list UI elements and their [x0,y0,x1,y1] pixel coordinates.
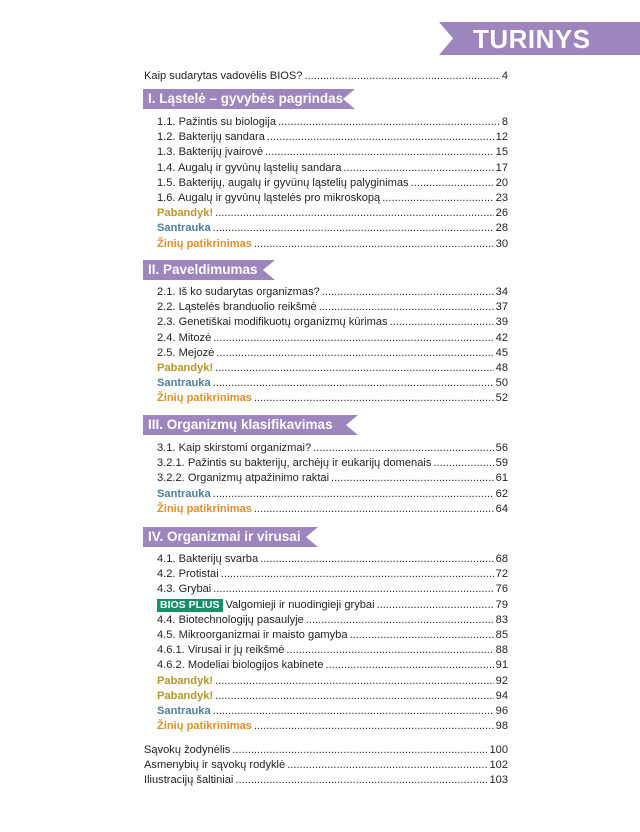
toc-entry-page: 68 [495,553,508,565]
toc-entry-page: 52 [495,392,508,405]
toc-entry-label: Žinių patikrinimas [157,392,252,405]
section-heading-text: III. Organizmų klasifikavimas [148,417,333,432]
toc-entry-page: 26 [495,207,508,220]
toc-entry-label: Santrauka [157,222,211,235]
toc-entry[interactable] [157,613,508,628]
toc-entry-page: 23 [495,192,508,204]
toc-entry-label: 2.4. Mitozė [157,331,212,344]
toc-entry[interactable] [157,145,508,160]
toc-entry[interactable] [157,456,508,471]
toc-entry-page: 92 [495,674,508,687]
toc-entry-page: 8 [501,116,508,128]
toc-entry-page: 48 [495,362,508,374]
toc-entry-label: Santrauka [157,377,211,390]
dot-leader [213,376,494,391]
toc-entry[interactable] [157,191,508,206]
toc-back-matter-entry[interactable] [144,758,508,773]
section-heading [143,260,275,280]
toc-entry[interactable] [157,161,508,176]
dot-leader [433,456,493,471]
dot-leader [215,361,494,376]
toc-entry-label: 1.4. Augalų ir gyvūnų ląstelių sandara [157,161,342,174]
section-heading-text: I. Ląstelė – gyvybės pagrindas [148,91,344,106]
toc-entry[interactable] [157,704,508,719]
dot-leader [319,300,494,315]
dot-leader [213,331,493,346]
toc-entry[interactable] [157,689,508,704]
toc-entry-page: 17 [495,161,508,174]
toc-entry-label: Pabandyk! [157,362,214,374]
toc-entry-label: 4.2. Protistai [157,568,219,581]
toc-entry-page: 45 [495,346,508,359]
toc-entry-page: 85 [495,629,508,641]
toc-entry-page: 98 [495,720,508,733]
dot-leader [343,161,493,176]
toc-entry[interactable] [157,471,508,486]
dot-leader [286,643,493,658]
toc-entry-page: 42 [495,331,508,344]
dot-leader [322,285,494,300]
toc-entry-label: Iliustracijų šaltiniai [144,774,234,787]
dot-leader [254,237,494,252]
toc-entry-label: Santrauka [157,705,211,717]
toc-entry[interactable] [157,221,508,236]
dot-leader [215,689,494,704]
toc-entry[interactable] [157,346,508,361]
toc-entry-label: Sąvokų žodynėlis [144,744,231,756]
toc-entry-page: 79 [495,598,508,611]
toc-entry-label: 1.1. Pažintis su biologija [157,116,277,128]
toc-entry-label: Asmenybių ir sąvokų rodyklė [144,759,286,772]
dot-leader [411,176,494,191]
toc-entry-page: 15 [495,146,508,159]
toc-entry[interactable] [157,391,508,406]
toc-entry-page: 61 [495,472,508,485]
dot-leader [306,613,494,628]
toc-entry-page: 62 [495,487,508,500]
toc-entry-label [157,598,375,613]
toc-entry-label: 2.1. Iš ko sudarytas organizmas? [157,286,320,298]
toc-entry-page: 59 [495,457,508,470]
toc-entry[interactable] [157,206,508,221]
toc-entry-label: 4.5. Mikroorganizmai ir maisto gamyba [157,629,348,641]
dot-leader [215,674,494,689]
toc-entry-page: 34 [495,286,508,298]
toc-back-matter-entry[interactable] [144,743,508,758]
toc-entry[interactable] [157,331,508,346]
toc-entry[interactable] [157,237,508,252]
dot-leader [254,391,494,406]
toc-entry-page: 72 [495,568,508,581]
toc-entry[interactable] [157,643,508,658]
toc-entry[interactable] [157,658,508,673]
toc-entry-label: Žinių patikrinimas [157,237,252,250]
toc-entry-label: Žinių patikrinimas [157,502,252,515]
toc-entry[interactable] [157,628,508,643]
toc-entry[interactable] [157,300,508,315]
toc-entry-page: 94 [495,689,508,702]
toc-entry-page: 102 [489,759,508,772]
toc-entry-label: 3.2.2. Organizmų atpažinimo raktai [157,472,330,485]
dot-leader [235,773,487,788]
toc-entry[interactable] [157,376,508,391]
section-heading [143,89,355,109]
toc-entry-label: 4.6.1. Virusai ir jų reikšmė [157,644,285,657]
dot-leader [313,441,494,456]
bios-plius-badge: BIOS PLIUS [157,599,223,612]
page-title-tab [439,22,640,55]
dot-leader [215,206,494,221]
toc-entry[interactable] [157,502,508,517]
toc-entry[interactable] [157,176,508,191]
toc-entry-label: 3.2.1. Pažintis su bakterijų, archėjų ir eukarijų domenais [157,457,432,470]
toc-entry-page: 4 [501,70,508,82]
toc-entry-label: Santrauka [157,487,211,500]
toc-entry-page: 12 [495,131,508,144]
dot-leader [254,719,494,734]
toc-entry-label: 4.4. Biotechnologijų pasaulyje [157,613,304,626]
toc-entry-label: Pabandyk! [157,674,214,687]
toc-entry-label: 4.3. Grybai [157,583,212,596]
dot-leader [213,704,494,719]
dot-leader [221,567,494,582]
toc-entry[interactable] [157,441,508,456]
section-heading-text: IV. Organizmai ir virusai [148,529,301,544]
toc-entry[interactable] [157,285,508,300]
toc-entry-page: 20 [495,176,508,189]
dot-leader [278,115,500,130]
toc-entry-label: 4.6.2. Modeliai biologijos kabinete [157,659,324,672]
toc-entry-label: 4.1. Bakterijų svarba [157,553,259,565]
toc-entry-label-text: Valgomieji ir nuodingieji grybai [225,598,375,611]
dot-leader [232,743,487,758]
dot-leader [287,758,487,773]
dot-leader [265,145,494,160]
toc-entry[interactable] [157,719,508,734]
toc-entry-page: 50 [495,377,508,390]
toc-entry-label: Žinių patikrinimas [157,720,252,733]
toc-entry[interactable] [157,582,508,597]
dot-leader [267,130,494,145]
dot-leader [390,315,494,330]
toc-entry-label: 2.3. Genetiškai modifikuotų organizmų kūrimas [157,316,388,329]
toc-entry-page: 30 [495,237,508,250]
dot-leader [216,346,493,361]
toc-entry-page: 100 [489,744,508,756]
page-title: TURINYS [473,24,591,54]
toc-entry[interactable] [157,598,508,613]
toc-entry[interactable] [157,361,508,376]
dot-leader [213,582,493,597]
dot-leader [304,69,499,84]
toc-entry-label: 2.5. Mejozė [157,346,215,359]
dot-leader [254,502,494,517]
section-heading-text: II. Paveldimumas [148,262,258,277]
toc-entry-label: 2.2. Ląstelės branduolio reikšmė [157,301,317,314]
toc-entry[interactable] [157,487,508,502]
toc-entry-page: 103 [489,774,508,787]
toc-entry-label: Kaip sudarytas vadovėlis BIOS? [144,70,303,82]
toc-entry-page: 76 [495,583,508,596]
toc-entry-page: 83 [495,613,508,626]
toc-entry-page: 91 [495,659,508,672]
toc-back-matter-entry[interactable] [144,773,508,788]
toc-entry[interactable] [157,674,508,689]
dot-leader [326,658,494,673]
toc-entry-label: 3.1. Kaip skirstomi organizmai? [157,442,312,454]
section-heading [143,415,358,435]
toc-entry[interactable] [157,552,508,567]
toc-entry-page: 56 [495,442,508,454]
toc-entry-label: Pabandyk! [157,689,214,702]
dot-leader [382,191,493,206]
toc-entry[interactable] [157,315,508,330]
dot-leader [331,471,494,486]
toc-entry-label: 1.6. Augalų ir gyvūnų ląstelės pro mikroskopą [157,192,381,204]
toc-entry-page: 88 [495,644,508,657]
dot-leader [260,552,494,567]
toc-entry[interactable] [157,115,508,130]
toc-entry-label: Pabandyk! [157,207,214,220]
toc-entry[interactable] [157,130,508,145]
dot-leader [377,598,494,613]
toc-entry-page: 96 [495,705,508,717]
dot-leader [213,487,494,502]
toc-entry[interactable] [157,567,508,582]
section-heading [143,527,318,547]
toc-entry-label: 1.5. Bakterijų, augalų ir gyvūnų ląstelių palyginimas [157,176,409,189]
toc-entry-page: 37 [495,301,508,314]
dot-leader [213,221,494,236]
dot-leader [350,628,494,643]
toc-entry-page: 28 [495,222,508,235]
toc-entry-page: 64 [495,502,508,515]
toc-entry-label: 1.2. Bakterijų sandara [157,131,265,144]
toc-entry-label: 1.3. Bakterijų įvairovė [157,146,264,159]
toc-intro-entry[interactable] [144,69,508,84]
toc-entry-page: 39 [495,316,508,329]
